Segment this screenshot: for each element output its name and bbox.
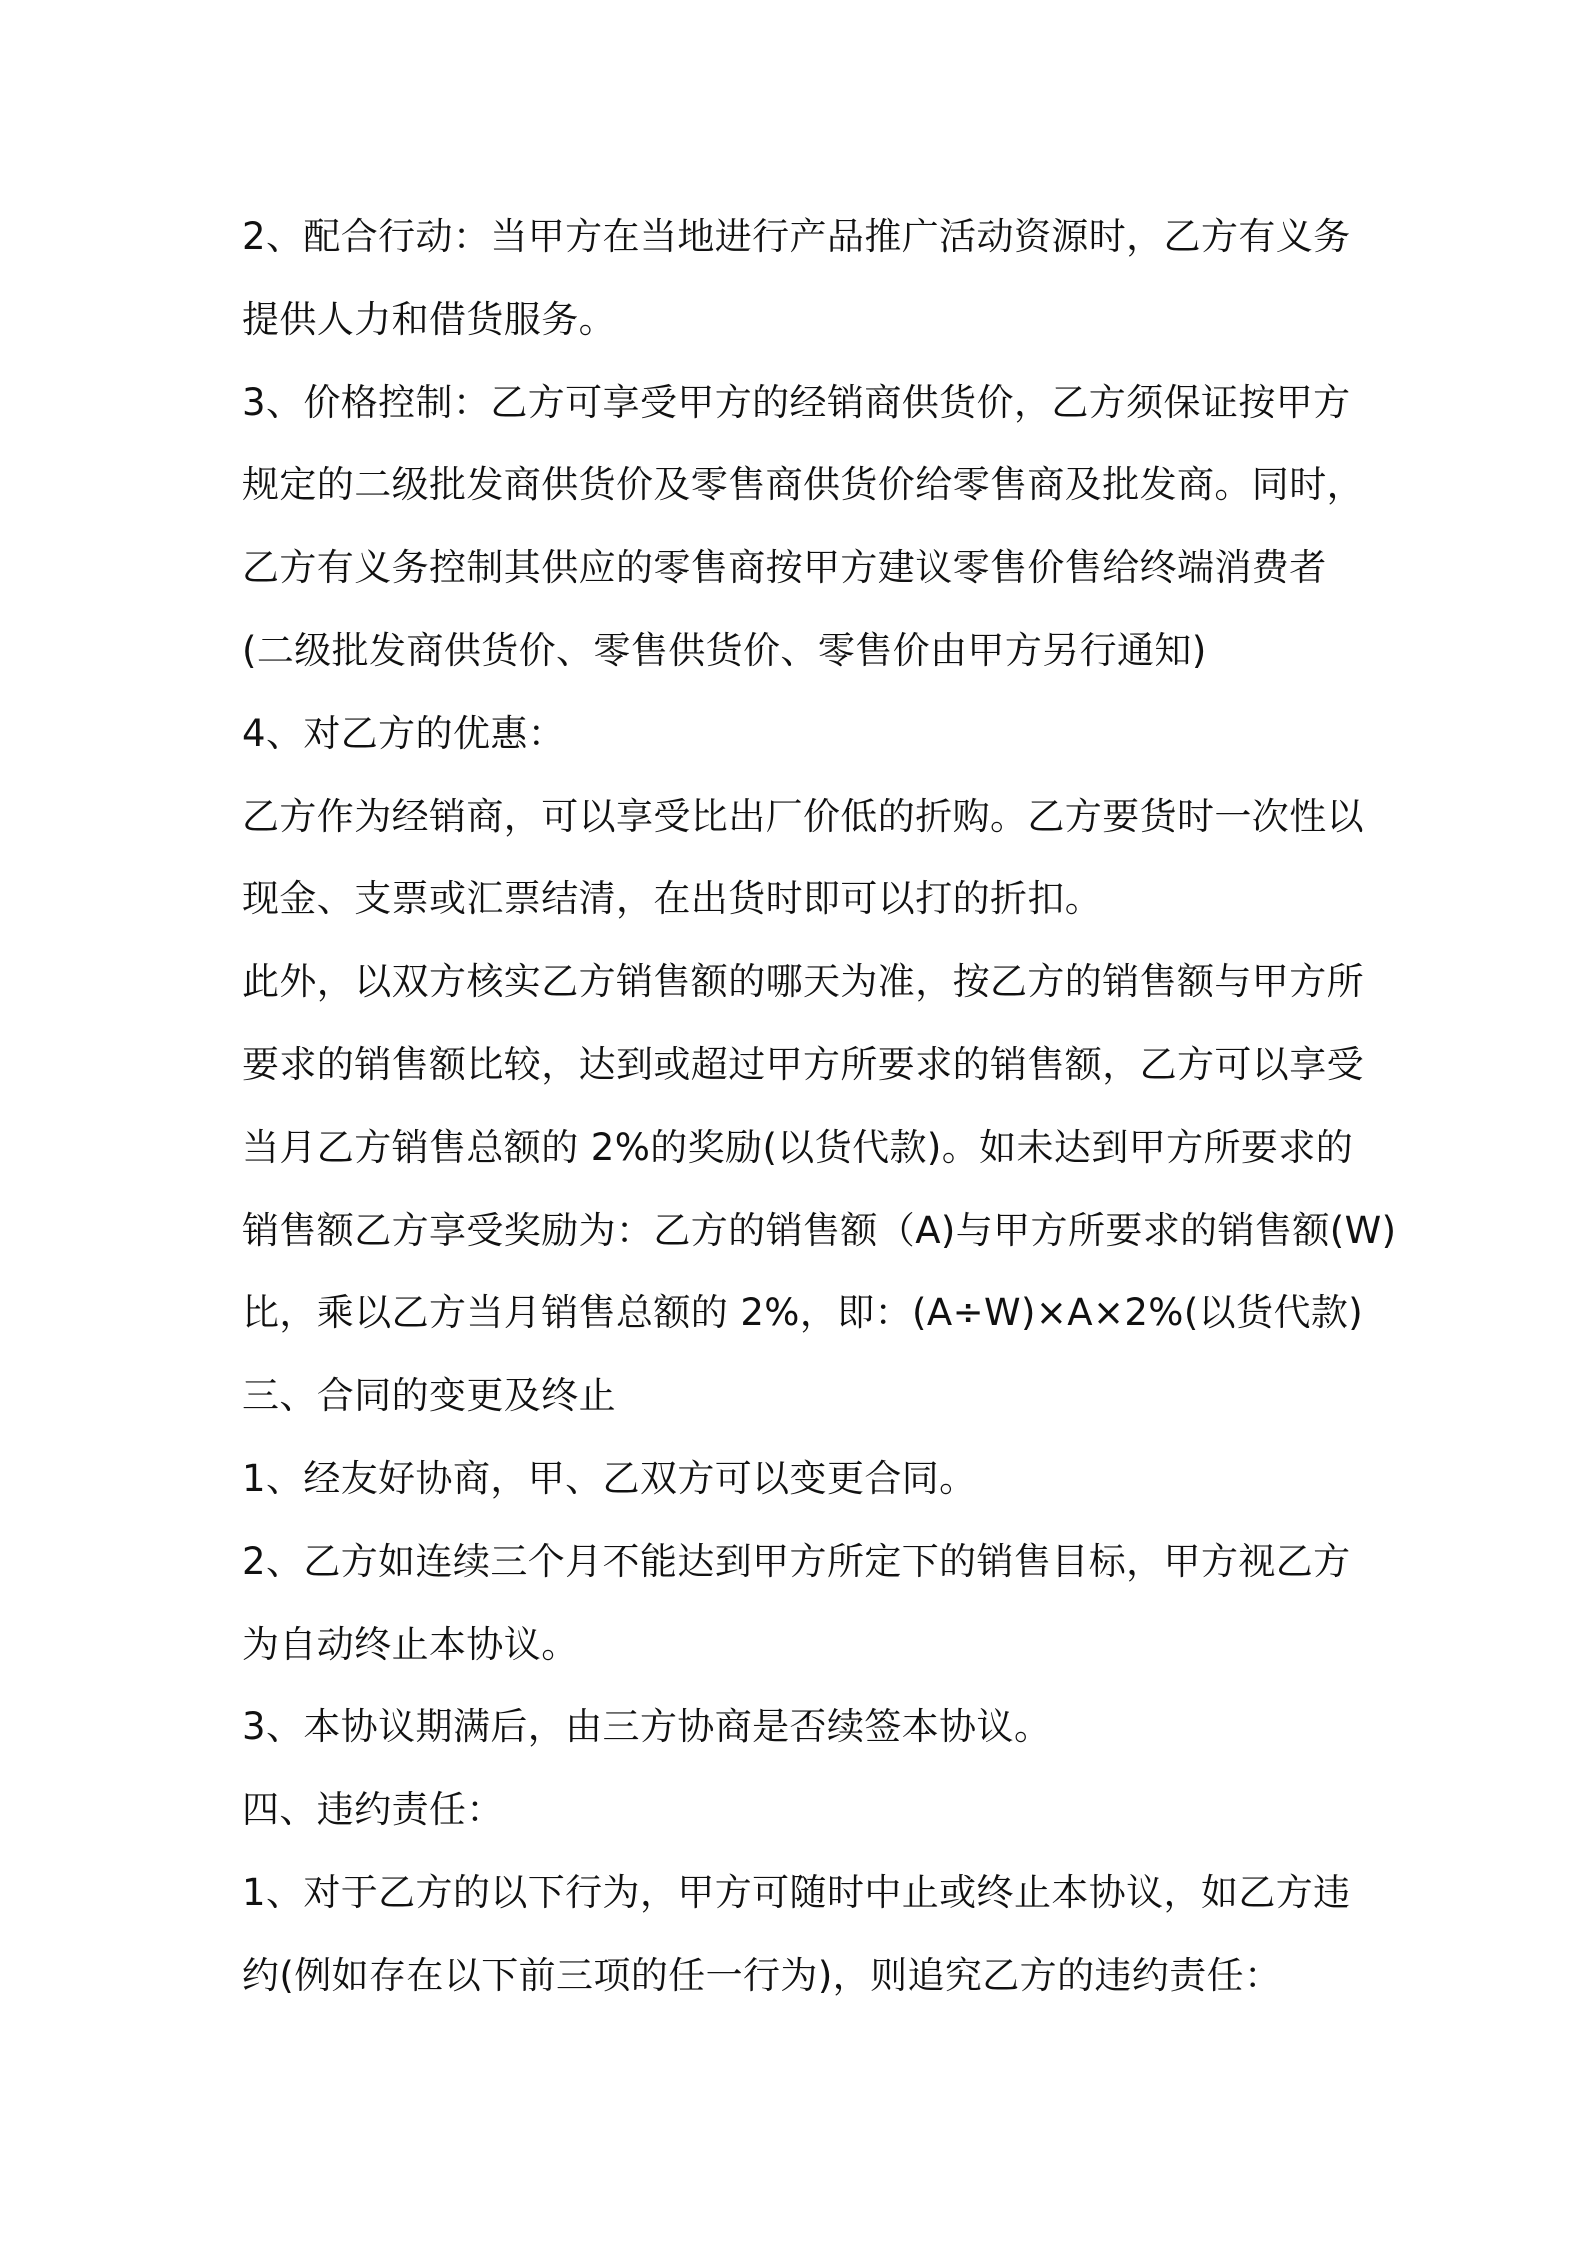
text-line: 此外，以双方核实乙方销售额的哪天为准，按乙方的销售额与甲方所	[242, 960, 1364, 1004]
text-line: 要求的销售额比较，达到或超过甲方所要求的销售额，乙方可以享受	[242, 1042, 1364, 1086]
text-line: 3、价格控制：乙方可享受甲方的经销商供货价，乙方须保证按甲方	[242, 380, 1351, 424]
text-line: 3、本协议期满后，由三方协商是否续签本协议。	[242, 1705, 1052, 1749]
text-line: 1、经友好协商，甲、乙双方可以变更合同。	[242, 1456, 977, 1500]
text-line: 现金、支票或汇票结清，在出货时即可以打的折扣。	[242, 877, 1103, 921]
text-line: 约(例如存在以下前三项的任一行为)，则追究乙方的违约责任：	[242, 1953, 1282, 1997]
section-heading: 三、合同的变更及终止	[242, 1374, 616, 1418]
text-line: (二级批发商供货价、零售供货价、零售价由甲方另行通知)	[242, 628, 1207, 672]
text-line: 比，乘以乙方当月销售总额的 2%，即：(A÷W)×A×2%(以货代款)	[242, 1291, 1364, 1335]
text-line: 为自动终止本协议。	[242, 1622, 579, 1666]
document-body	[242, 196, 1397, 2018]
text-line: 乙方作为经销商，可以享受比出厂价低的折购。乙方要货时一次性以	[242, 794, 1364, 838]
text-line: 提供人力和借货服务。	[242, 297, 616, 341]
text-line: 2、配合行动：当甲方在当地进行产品推广活动资源时，乙方有义务	[242, 215, 1351, 258]
text-line: 销售额乙方享受奖励为：乙方的销售额（A)与甲方所要求的销售额(W)	[242, 1208, 1397, 1252]
text-line: 1、对于乙方的以下行为，甲方可随时中止或终止本协议，如乙方违	[242, 1870, 1351, 1914]
section-heading: 四、违约责任：	[242, 1788, 504, 1832]
text-line: 规定的二级批发商供货价及零售商供货价给零售商及批发商。同时，	[242, 463, 1364, 507]
text-line: 乙方有义务控制其供应的零售商按甲方建议零售价售给终端消费者	[242, 546, 1327, 590]
section-heading: 4、对乙方的优惠：	[242, 711, 566, 755]
text-line: 当月乙方销售总额的 2%的奖励(以货代款)。如未达到甲方所要求的	[242, 1125, 1354, 1169]
text-line: 2、乙方如连续三个月不能达到甲方所定下的销售目标，甲方视乙方	[242, 1539, 1351, 1583]
